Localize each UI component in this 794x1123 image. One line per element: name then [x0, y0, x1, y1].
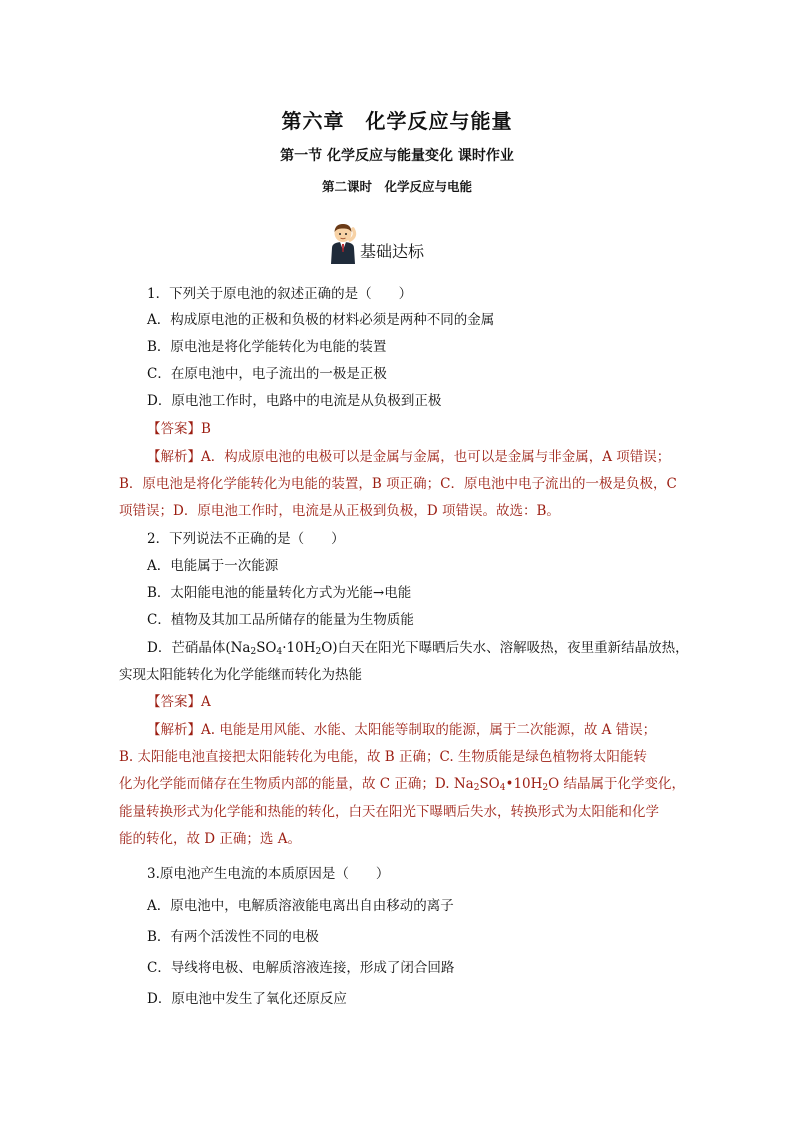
q1-option-c: C．在原电池中，电子流出的一极是正极: [147, 366, 387, 382]
q3-option-b: B．有两个活泼性不同的电极: [147, 929, 319, 945]
q1-answer: 【答案】B: [147, 421, 211, 437]
q1-option-a: A．构成原电池的正极和负极的材料必须是两种不同的金属: [147, 312, 495, 328]
q1-stem: 1．下列关于原电池的叙述正确的是（ ）: [147, 286, 413, 302]
q2-analysis-line: 化为化学能而储存在生物质内部的能量，故 C 正确；D. $Na_2SO_4•10H_2O$ 结晶属于化学变化，: [119, 776, 686, 793]
q3-option-d: D．原电池中发生了氧化还原反应: [147, 991, 347, 1007]
q2-stem: 2．下列说法不正确的是（ ）: [147, 531, 345, 547]
thinking-student-icon: [326, 222, 360, 264]
chapter-title: 第六章 化学反应与能量: [281, 109, 513, 133]
q2-analysis-line: 【解析】A. 电能是用风能、水能、太阳能等制取的能源，属于二次能源，故 A 错误；: [147, 722, 657, 738]
q2-option-b: B．太阳能电池的能量转化方式为光能→电能: [147, 585, 412, 601]
q2-option-d-continued: 实现太阳能转化为化学能继而转化为热能: [119, 667, 362, 683]
q1-analysis-line: 【解析】A．构成原电池的电极可以是金属与金属，也可以是金属与非金属，A 项错误；: [147, 449, 671, 465]
q2-analysis-line: 能量转换形式为化学能和热能的转化，白天在阳光下曝晒后失水，转换形式为太阳能和化学: [119, 804, 659, 820]
q2-option-d: D．芒硝晶体$(Na_2SO_4\cdot 10H_2O)$白天在阳光下曝晒后失水、溶解吸热，夜里重新结晶放热，: [147, 640, 689, 657]
q2-option-c: C．植物及其加工品所储存的能量为生物质能: [147, 612, 414, 628]
q1-analysis-line: B．原电池是将化学能转化为电能的装置，B 项正确；C．原电池中电子流出的一极是负极，C: [119, 476, 677, 492]
q1-option-b: B．原电池是将化学能转化为电能的装置: [147, 339, 387, 355]
q1-analysis-line: 项错误；D．原电池工作时，电流是从正极到负极，D 项错误。故选：B。: [119, 503, 560, 519]
q3-option-a: A．原电池中，电解质溶液能电离出自由移动的离子: [147, 898, 454, 914]
badge-label: 基础达标: [360, 242, 425, 261]
q2-option-a: A．电能属于一次能源: [147, 558, 279, 574]
q3-option-c: C．导线将电极、电解质溶液连接，形成了闭合回路: [147, 960, 455, 976]
q2-analysis-line: 能的转化，故 D 正确；选 A。: [119, 831, 301, 847]
q1-option-d: D．原电池工作时，电路中的电流是从负极到正极: [147, 393, 442, 409]
q3-stem: 3.原电池产生电流的本质原因是（ ）: [147, 866, 390, 882]
q2-answer: 【答案】A: [147, 694, 211, 710]
section-title: 第一节 化学反应与能量变化 课时作业: [280, 148, 514, 164]
lesson-title: 第二课时 化学反应与电能: [321, 179, 472, 194]
q2-analysis-line: B. 太阳能电池直接把太阳能转化为电能，故 B 正确；C. 生物质能是绿色植物将太阳能转: [119, 749, 647, 765]
